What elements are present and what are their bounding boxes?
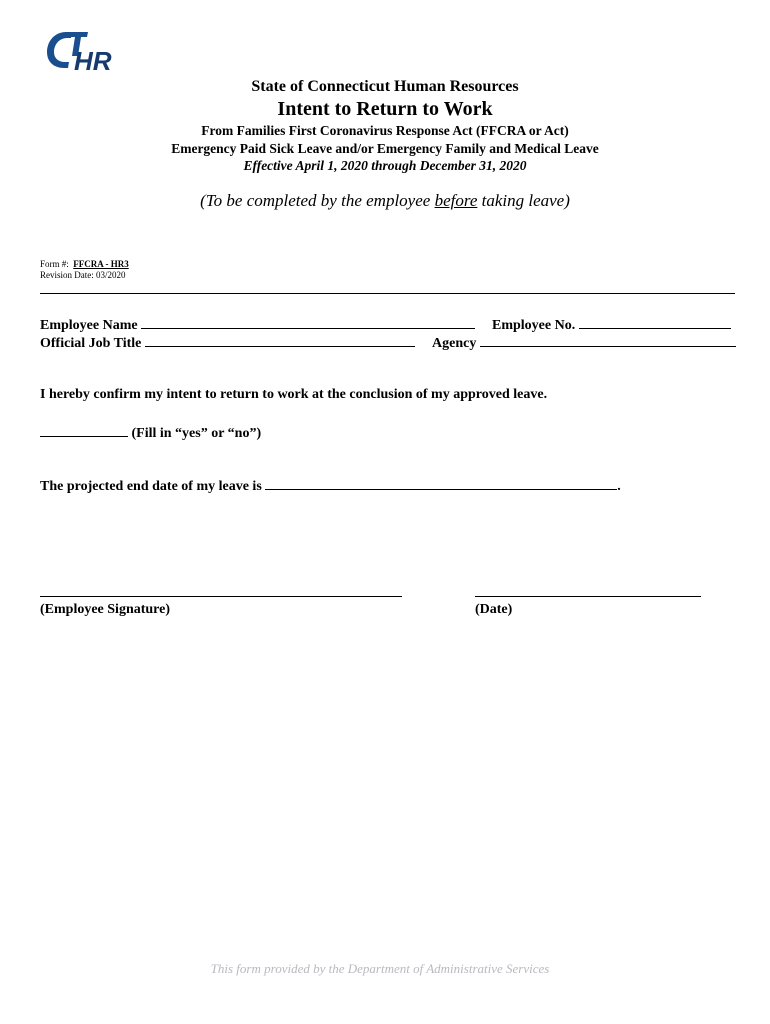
end-date-period: . xyxy=(617,479,621,494)
end-date-row xyxy=(40,477,621,495)
instruction-post: taking leave) xyxy=(477,191,570,210)
form-number-label: Form #: xyxy=(40,259,69,269)
header-divider xyxy=(40,293,735,294)
subtitle-leave: Emergency Paid Sick Leave and/or Emergency Family and Medical Leave xyxy=(171,141,599,156)
job-title-row xyxy=(40,334,415,352)
employee-signature-label: (Employee Signature) xyxy=(40,602,171,617)
agency-label: Agency xyxy=(432,336,477,351)
organization-name: State of Connecticut Human Resources xyxy=(251,78,519,95)
job-title-field[interactable] xyxy=(145,334,415,347)
subtitle-act: From Families First Coronavirus Response Act (FFCRA or Act) xyxy=(201,123,569,138)
revision-date: Revision Date: 03/2020 xyxy=(40,270,126,280)
employee-name-row xyxy=(40,316,475,334)
employee-signature-field[interactable] xyxy=(40,596,402,597)
end-date-label: The projected end date of my leave is xyxy=(40,479,262,494)
footer-note: This form provided by the Department of Administrative Services xyxy=(210,961,550,976)
agency-row xyxy=(432,334,736,352)
employee-name-field[interactable] xyxy=(141,316,475,329)
svg-text:HR: HR xyxy=(74,46,112,76)
fill-in-row xyxy=(40,424,261,442)
date-label: (Date) xyxy=(475,602,513,617)
cthr-logo xyxy=(44,26,124,76)
form-number: FFCRA - HR3 xyxy=(73,259,129,269)
agency-field[interactable] xyxy=(480,334,736,347)
employee-no-row xyxy=(492,316,731,334)
job-title-label: Official Job Title xyxy=(40,336,142,351)
employee-no-field[interactable] xyxy=(579,316,731,329)
effective-dates: Effective April 1, 2020 through December 31, 2020 xyxy=(243,158,527,173)
yes-no-field[interactable] xyxy=(40,424,128,437)
instruction-pre: (To be completed by the employee xyxy=(200,191,435,210)
form-info xyxy=(40,259,129,281)
fill-in-instruction: (Fill in “yes” or “no”) xyxy=(131,426,262,441)
cthr-logo-graphic xyxy=(44,26,124,76)
confirm-statement: I hereby confirm my intent to return to work at the conclusion of my approved leave. xyxy=(40,387,548,402)
employee-no-label: Employee No. xyxy=(492,318,576,333)
instruction-emphasis: before xyxy=(434,191,478,210)
page-title: Intent to Return to Work xyxy=(277,98,493,120)
end-date-field[interactable] xyxy=(265,477,617,490)
date-field[interactable] xyxy=(475,596,701,597)
employee-name-label: Employee Name xyxy=(40,318,138,333)
instruction-text xyxy=(0,191,770,211)
